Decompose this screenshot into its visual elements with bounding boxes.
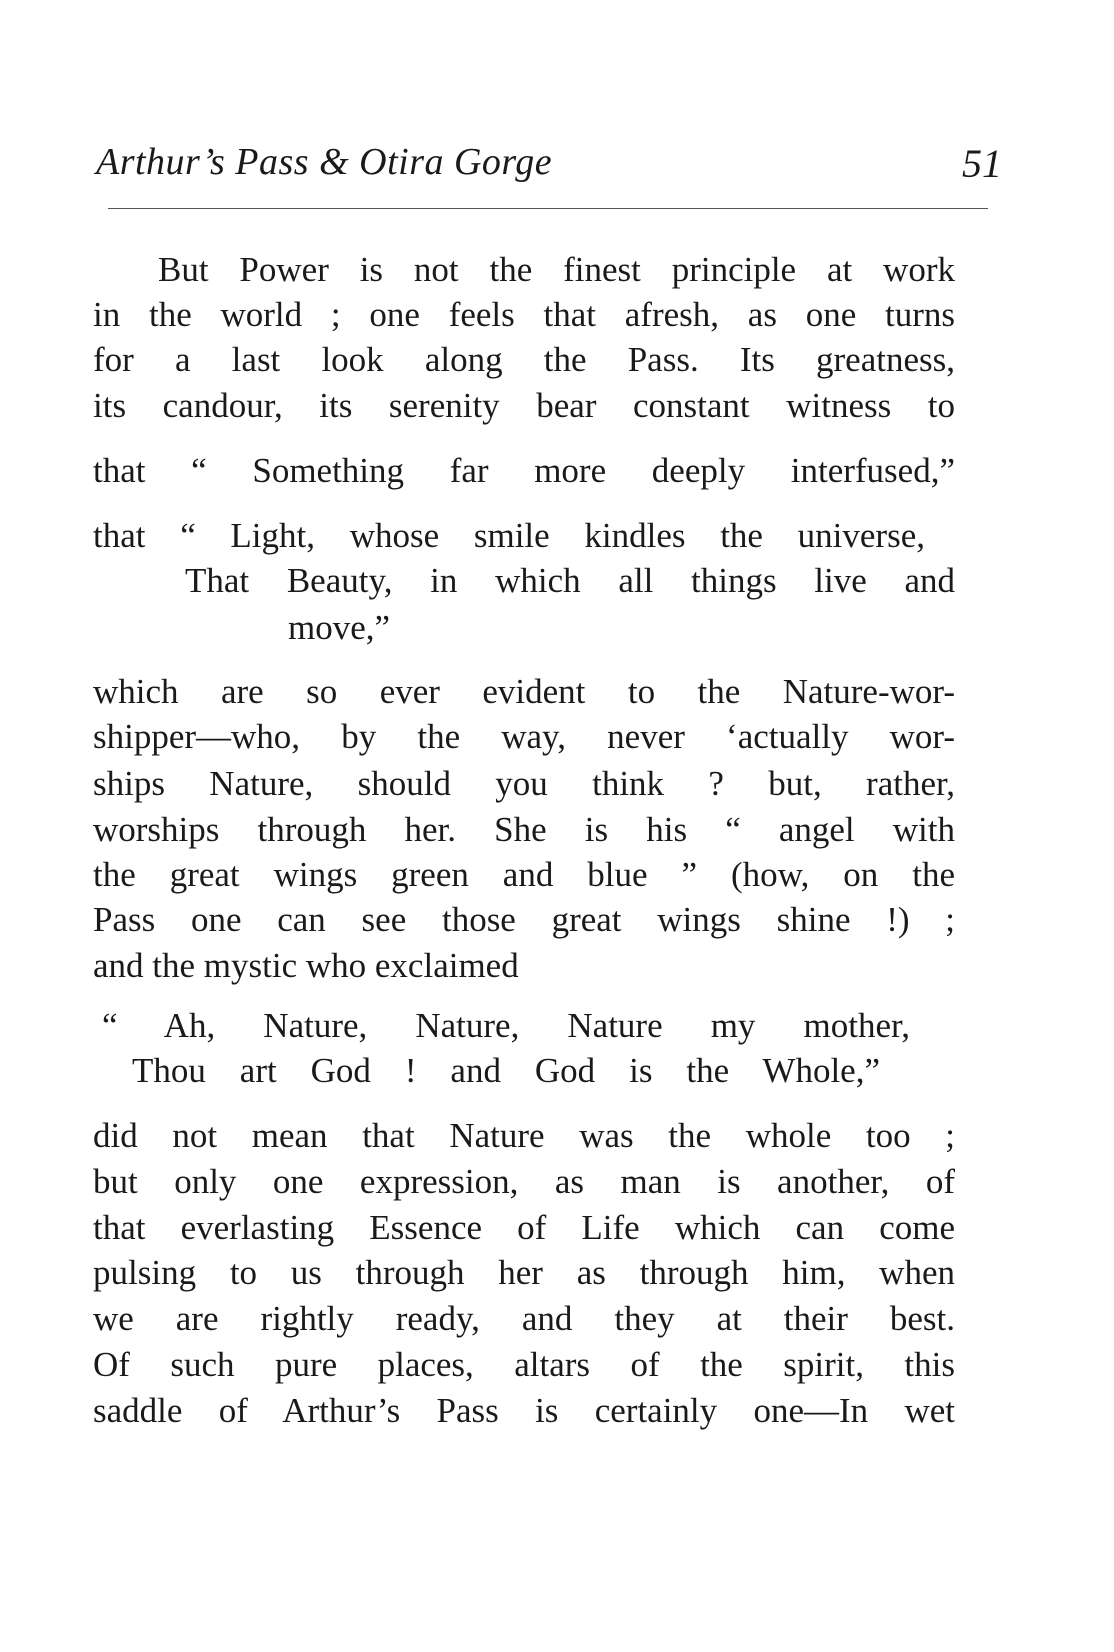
text-line: in the world ; one feels that afresh, as one turns [93, 295, 955, 334]
verse-line: Thou art God ! and God is the Whole,” [132, 1051, 880, 1090]
text-line: but only one expression, as man is another, of [93, 1162, 955, 1201]
text-line: for a last look along the Pass. Its greatness, [93, 340, 955, 379]
text-line: did not mean that Nature was the whole too ; [93, 1116, 955, 1155]
text-line: shipper—who, by the way, never ‘actually wor- [93, 717, 955, 756]
running-title: Arthur’s Pass & Otira Gorge [96, 141, 553, 183]
text-line: we are rightly ready, and they at their best. [93, 1299, 955, 1338]
text-line: ships Nature, should you think ? but, rather, [93, 764, 955, 803]
verse-line: That Beauty, in which all things live and [185, 561, 955, 600]
text-line: But Power is not the finest principle at work [158, 250, 955, 289]
page-number: 51 [962, 141, 1002, 186]
header-rule [108, 208, 988, 209]
text-line: pulsing to us through her as through him, when [93, 1253, 955, 1292]
text-line: the great wings green and blue ” (how, on the [93, 855, 955, 894]
text-line: and the mystic who exclaimed [93, 946, 519, 985]
text-line: Of such pure places, altars of the spirit, this [93, 1345, 955, 1384]
page-header [96, 130, 1012, 200]
text-line: Pass one can see those great wings shine !) ; [93, 900, 955, 939]
text-line: saddle of Arthur’s Pass is certainly one—In wet [93, 1391, 955, 1430]
text-line: which are so ever evident to the Nature-wor- [93, 672, 955, 711]
text-line: that “ Something far more deeply interfused,” [93, 451, 955, 490]
text-line: worships through her. She is his “ angel with [93, 810, 955, 849]
verse-line: “ Ah, Nature, Nature, Nature my mother, [102, 1006, 910, 1045]
text-line: its candour, its serenity bear constant witness to [93, 386, 955, 425]
verse-line: move,” [288, 608, 391, 647]
verse-line: that “ Light, whose smile kindles the universe, [93, 516, 925, 555]
text-line: that everlasting Essence of Life which can come [93, 1208, 955, 1247]
